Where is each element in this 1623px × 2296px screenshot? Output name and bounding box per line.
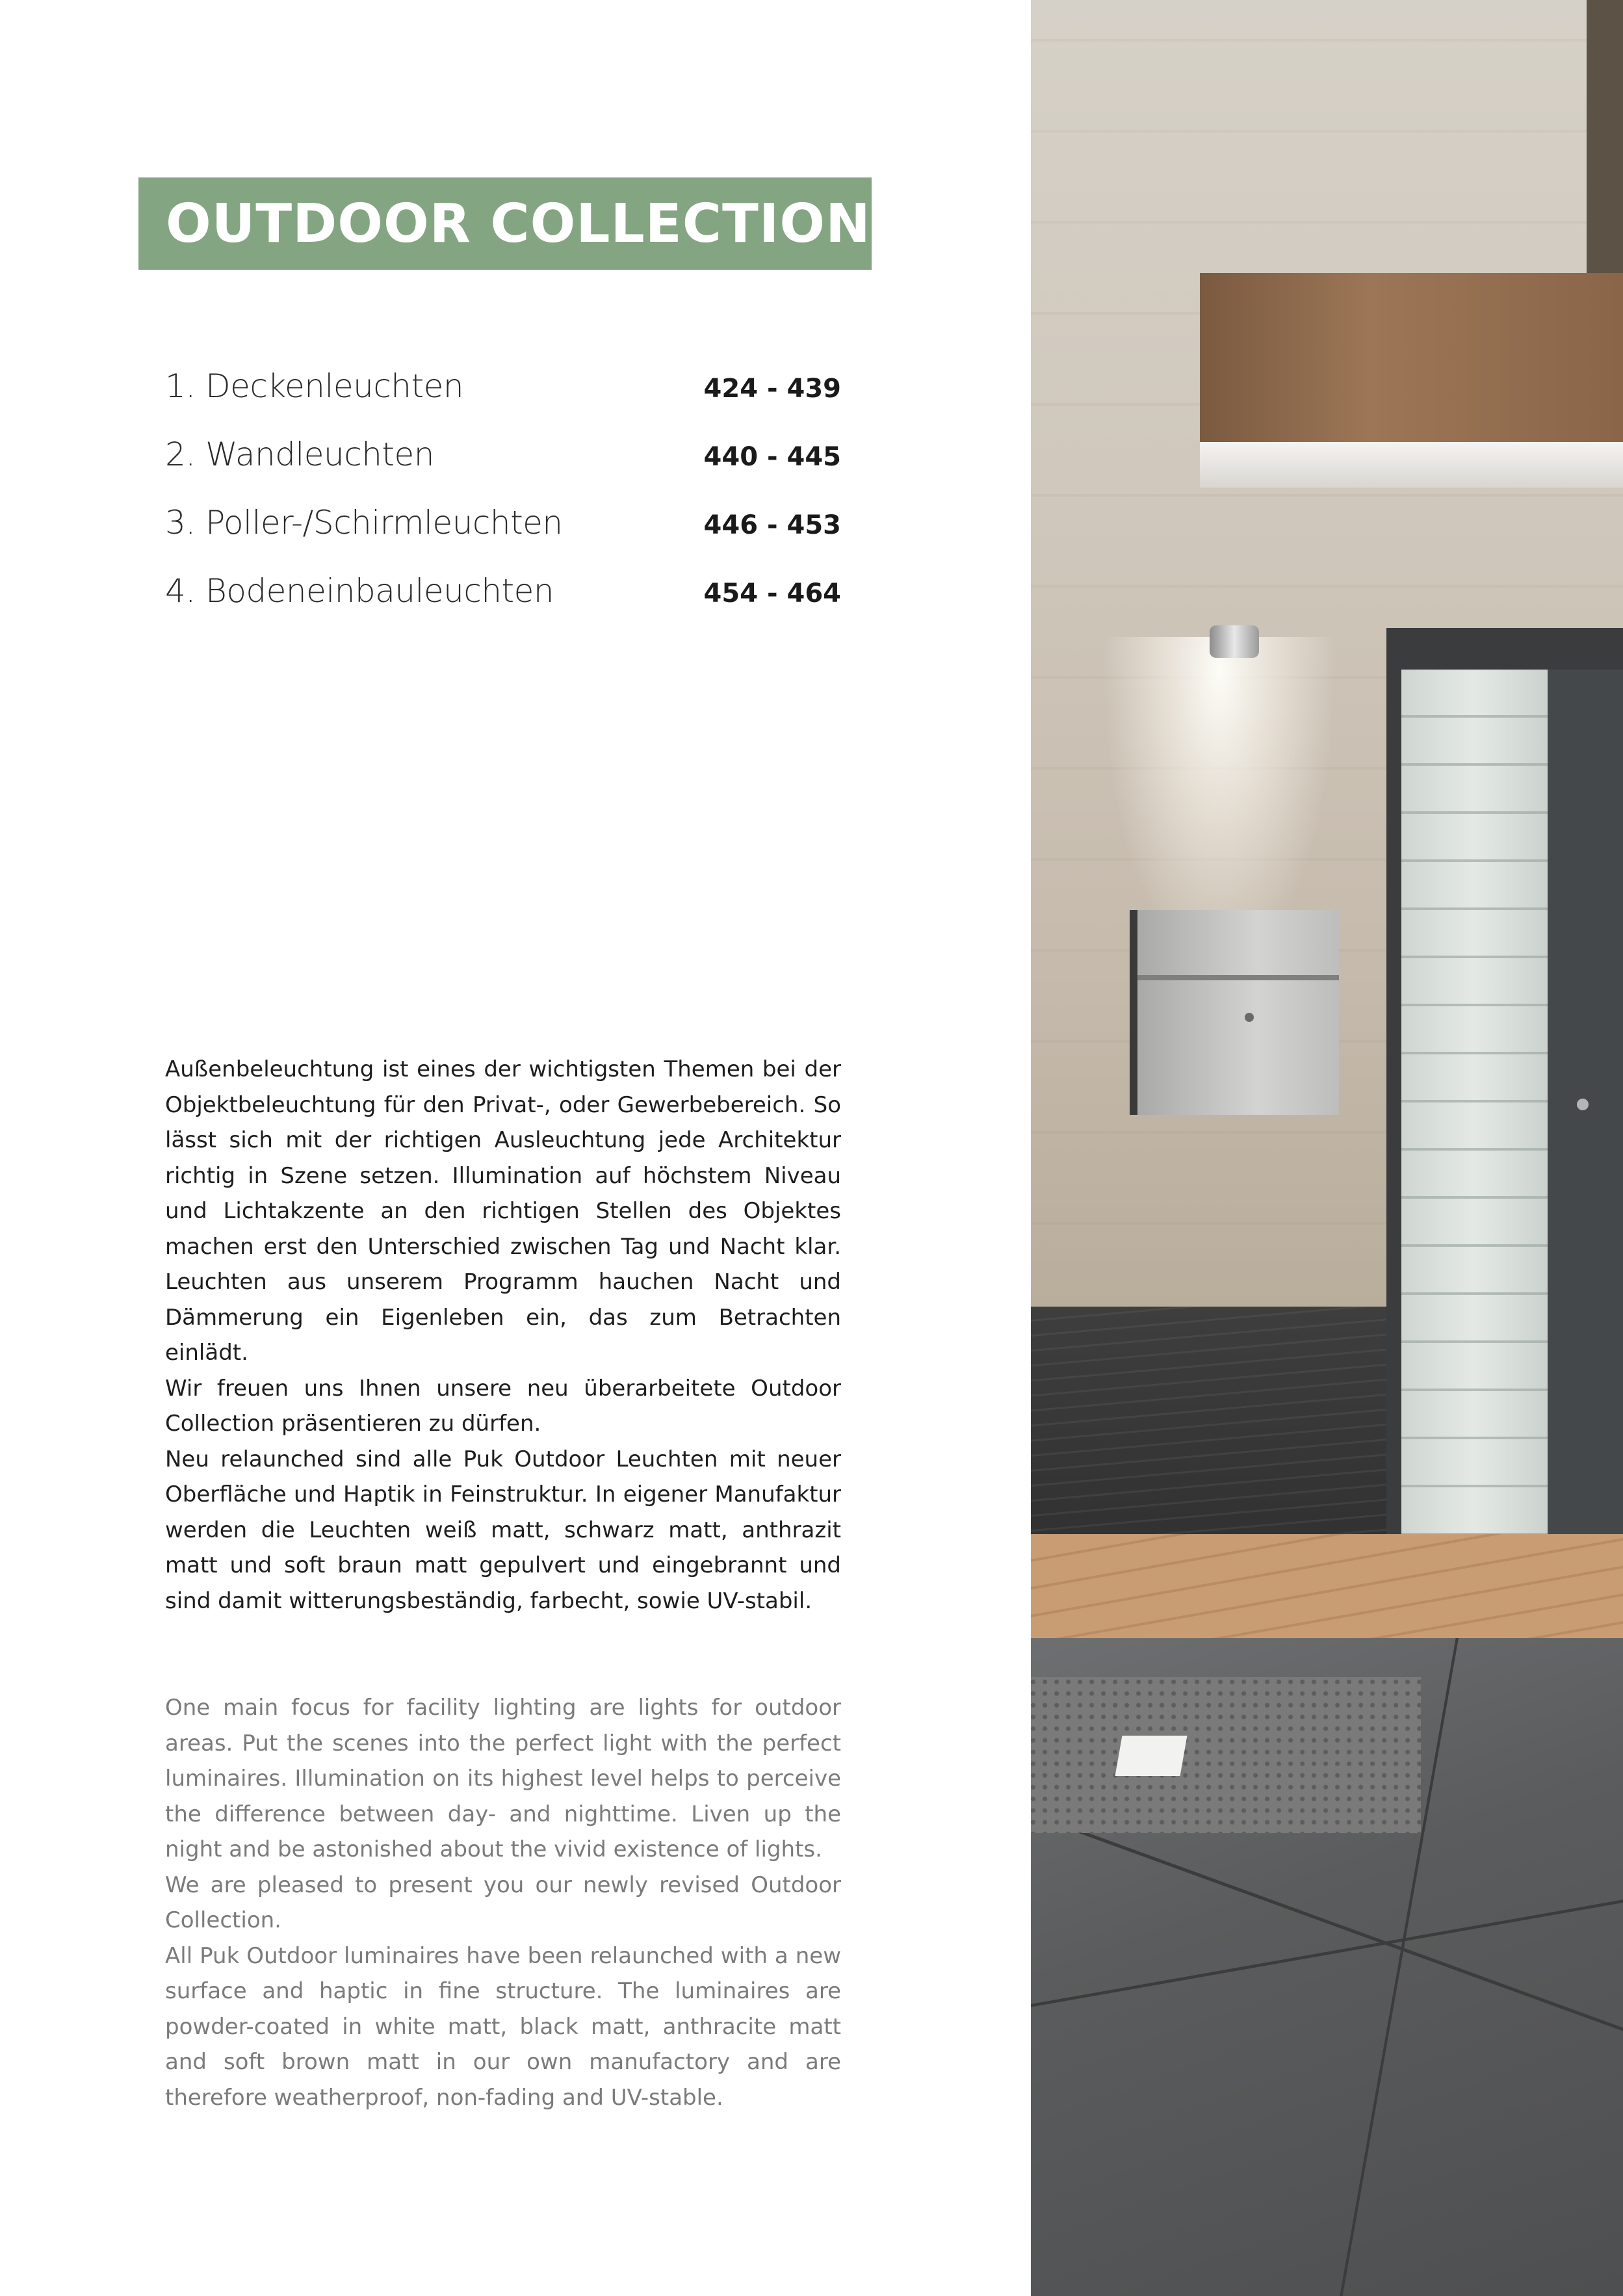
toc-entry-pages: 440 - 445 bbox=[703, 442, 841, 472]
door-handle bbox=[1577, 1099, 1589, 1110]
window-frame bbox=[1587, 0, 1623, 306]
toc-entry[interactable] bbox=[165, 367, 841, 436]
section-title: OUTDOOR COLLECTION bbox=[166, 193, 871, 255]
paragraph: We are pleased to present you our newly revised Outdoor Collection. bbox=[165, 1872, 841, 1933]
ground-light bbox=[1115, 1736, 1188, 1776]
door-glass-lines bbox=[1401, 670, 1548, 1534]
toc-entry-label: 4. Bodeneinbauleuchten bbox=[165, 572, 554, 610]
toc-entry-label: 1. Deckenleuchten bbox=[165, 367, 464, 405]
paragraph: Wir freuen uns Ihnen unsere neu überarbeitete Outdoor Collection präsentieren zu dürfen. bbox=[165, 1375, 841, 1437]
wall-lamp bbox=[1210, 625, 1259, 658]
toc-entry-label: 2. Wandleuchten bbox=[165, 436, 434, 473]
paragraph: All Puk Outdoor luminaires have been relaunched with a new surface and haptic in fine structure. The luminaires are powder-coated in white matt, black matt, anthracite matt and soft brown matt in our own manufactory and are therefore weatherproof, non-fading and UV-stable. bbox=[165, 1942, 841, 2111]
toc-entry[interactable] bbox=[165, 572, 841, 640]
section-header-band bbox=[138, 177, 872, 270]
description-english bbox=[165, 1690, 841, 2115]
table-of-contents bbox=[165, 367, 841, 640]
toc-entry-label: 3. Poller-/Schirmleuchten bbox=[165, 504, 563, 541]
toc-entry[interactable] bbox=[165, 436, 841, 504]
mailbox-knob bbox=[1245, 1013, 1254, 1022]
toc-entry[interactable] bbox=[165, 504, 841, 572]
description-german bbox=[165, 1052, 841, 1619]
mailbox-flap bbox=[1137, 975, 1339, 980]
paragraph: Außenbeleuchtung ist eines der wichtigsten Themen bei der Objektbeleuchtung für den Privat-, oder Gewerbebereich. So lässt sich mit der richtigen Ausleuchtung jede Architektur richtig in Szene setzen. Illumination auf höchstem Niveau und Lichtakzente an den richtigen Stellen des Objektes machen erst den Unterschied zwischen Tag und Nacht klar. Leuchten aus unserem Programm hauchen Nacht und Dämmerung ein Eigenleben ein, das zum Betrachten einlädt. bbox=[165, 1056, 841, 1366]
outdoor-entrance-photo bbox=[1031, 0, 1623, 2296]
wooden-canopy bbox=[1200, 273, 1623, 442]
toc-entry-pages: 446 - 453 bbox=[703, 510, 841, 540]
paragraph: One main focus for facility lighting are lights for outdoor areas. Put the scenes into the perfect light with the perfect luminaires. Illumination on its highest level helps to perceive the difference between day- and nighttime. Liven up the night and be astonished about the vivid existence of lights. bbox=[165, 1695, 841, 1862]
paragraph: Neu relaunched sind alle Puk Outdoor Leuchten mit neuer Oberfläche und Haptik in Feinstruktur. In eigener Manufaktur werden die Leuchten weiß matt, schwarz matt, anthrazit matt und soft braun matt gepulvert und eingebrannt und sind damit witterungsbeständig, farbecht, sowie UV-stabil. bbox=[165, 1446, 841, 1614]
mailbox bbox=[1130, 910, 1339, 1115]
toc-entry-pages: 454 - 464 bbox=[703, 579, 841, 608]
gravel-bed bbox=[1031, 1677, 1421, 1833]
canopy-light bbox=[1200, 442, 1623, 488]
toc-entry-pages: 424 - 439 bbox=[703, 374, 841, 404]
